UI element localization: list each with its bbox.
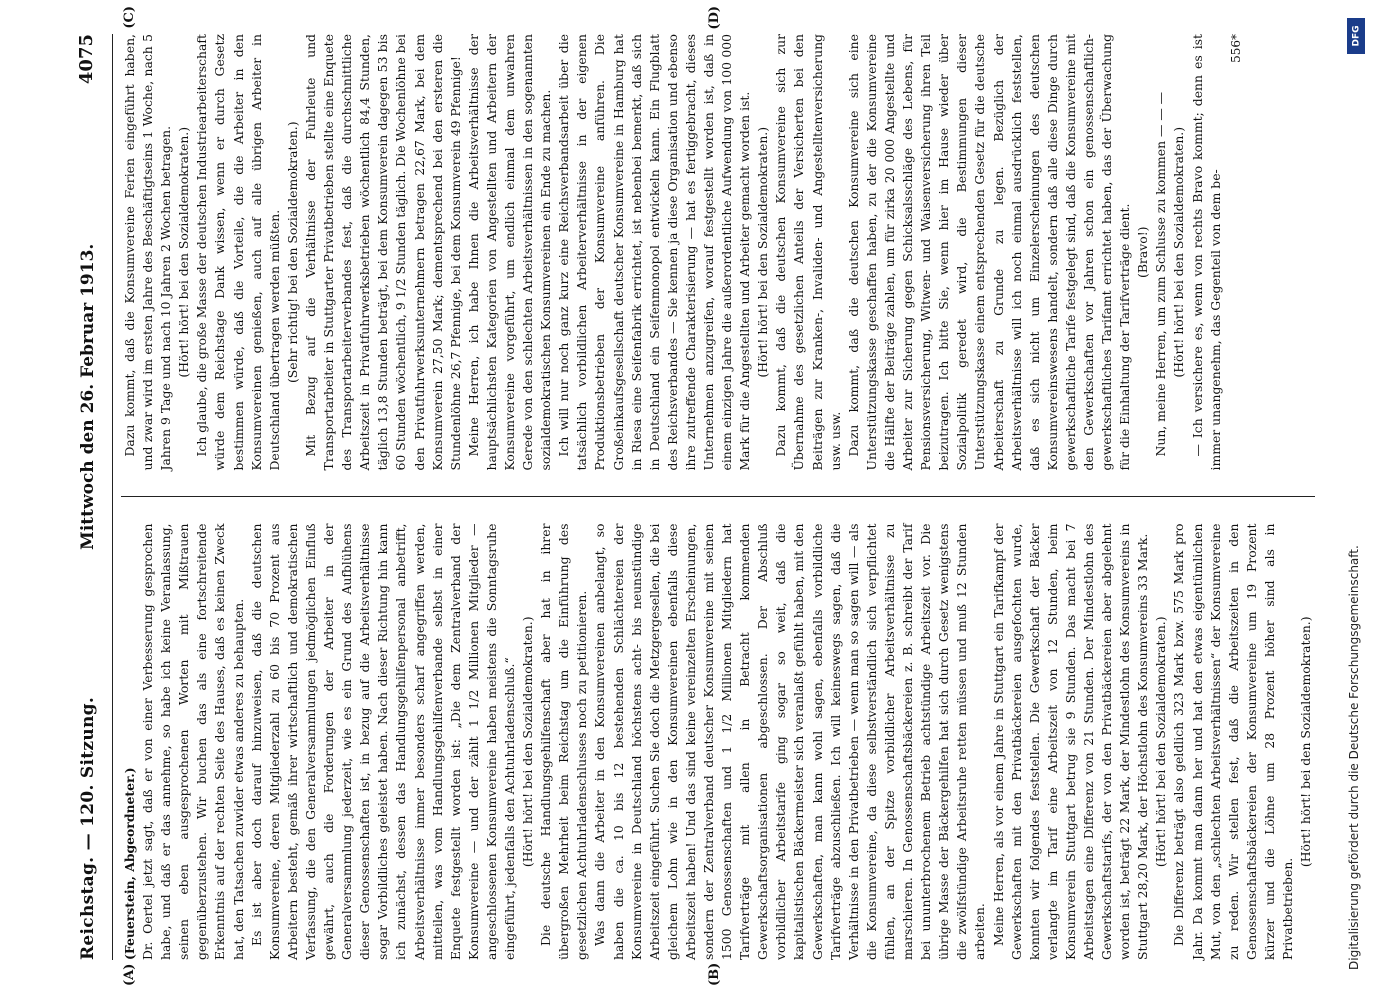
paragraph: Mit Bezug auf die Verhältnisse der Fuhrleute und Transportarbeiter in Stuttgarter Privatbetrieben stellte eine Enquete des Transportarbeiterverbandes fest, daß die durchschnittliche Arbeitszeit in Privatfuhrwerksbetrieben wöchentlich 84,4 Stunden, täglich 13,8 Stunden beträgt, bei dem Konsumverein dagegen 53 bis 60 Stunden wöchentlich, 9 1/2 Stunden täglich. Die Wochenlöhne bei den Privatfuhrwerksunternehmern betragen 22,67 Mark, bei dem Konsumverein 27,50 Mark; dementsprechend bei den ersteren die Stundenlöhne 26,7 Pfennige, bei dem Konsumverein 49 Pfennige! xyxy=(302,34,463,471)
page-header xyxy=(72,34,113,960)
dfg-logo xyxy=(1347,18,1365,54)
speaker-label: (Feuerstein, Abgeordneter.) xyxy=(122,767,137,960)
paragraph: Ich will nur noch ganz kurz eine Reichsverbandsarbeit über die tatsächlich vorbildlichen Arbeiterverhältnisse in der eigenen Produktionsbetrieben der Konsumvereine anführen. Die Großeinkaufsgesellschaft deutscher Konsumvereine in Hamburg hat in Riesa eine Seifenfabrik errichtet, ist nebenbei bemerkt, daß sich in Deutschland ein Seifenmonopol entwickeln kann. Ein Flugblatt des Reichsverbandes — Sie kennen ja diese Organisation und ebenso ihre zutreffende Charakterisierung — hat es fertiggebracht, dieses Unternehmen anzugreifen, worauf festgestellt worden ist, daß in einem einzigen Jahre die außerordentliche Aufwendung von 100 000 Mark für die Angestellten und Arbeiter gemacht worden ist. xyxy=(556,34,753,471)
header-left: Reichstag. — 120. Sitzung. xyxy=(78,696,98,960)
marker-b: (B) xyxy=(707,962,722,986)
paragraph: Nun, meine Herren, um zum Schlusse zu kommen — — — xyxy=(1153,91,1169,457)
paragraph: Meine Herren, ich habe Ihnen die Arbeitsverhältnisse der hauptsächlichsten Kategorien von Angestellten und Arbeitern der Konsumvereine vorgeführt, um endlich einmal dem unwahren Gerede von den schlechten Arbeitsverhältnissen in den sogenannten sozialdemokratischen Konsumvereinen ein Ende zu machen. xyxy=(465,34,554,471)
paragraph: Die deutsche Handlungsgehilfenschaft aber hat in ihrer übergroßen Mehrheit beim Reichstag um die Einführung des gesetzlichen Achtuhrladenschlusses noch zu petitionieren. xyxy=(538,523,590,960)
signature-mark: 556* xyxy=(1228,34,1243,63)
interjection: (Hört! hört! bei den Sozialdemokraten.) xyxy=(520,616,536,868)
interjection: (Hört! hört! bei den Sozialdemokraten.) xyxy=(755,126,771,378)
header-center: Mittwoch den 26. Februar 1913. xyxy=(78,243,98,550)
digitization-credit: Digitalisierung gefördert durch die Deutsche Forschungsgemeinschaft. xyxy=(1347,545,1361,970)
interjection: (Hört! hört! bei den Sozialdemokraten.) xyxy=(1153,616,1169,868)
interjection: (Hört! hört! bei den Sozialdemokraten.) xyxy=(1171,126,1187,378)
paragraph: Ich glaube, die große Masse der deutschen Industriearbeiterschaft würde dem Reichstage Dank wissen, wenn er durch Gesetz bestimmen würde, daß die Vorteile, die die Arbeiter in den Konsumvereinen genießen, auch auf alle übrigen Arbeiter in Deutschland übertragen werden müßten. xyxy=(194,34,282,471)
rotated-page xyxy=(50,0,1330,1000)
paragraph: Dr. Oertel jetzt sagt, daß er von einer Verbesserung gesprochen habe, und daß er das annehme, so habe ich keine Veranlassung, seinen eben ausgesprochenen Worten mit Mißtrauen gegenüberzustehen. Wir buchen das als eine fortschreitende Erkenntnis auf der rechten Seite des Hauses, daß es keinen Zweck hat, den Tatsachen zuwider etwas anderes zu behaupten. xyxy=(140,523,246,960)
paragraph: Dazu kommt, daß die deutschen Konsumvereine sich zur Übernahme des gesetzlichen Anteils der Versicherten bei den Beiträgen zur Kranken-, Invaliden- und Angestelltenversicherung usw. usw. xyxy=(773,34,843,471)
interjection: (Sehr richtig! bei den Sozialdemokraten.) xyxy=(284,121,300,384)
paragraph: — Ich versichere es, wenn von rechts Bravo kommt; denn es ist immer unangenehm, das Gegenteil von dem be- xyxy=(1189,34,1223,471)
digitization-sidebar xyxy=(1343,10,1371,990)
paragraph: Es ist aber doch darauf hinzuweisen, daß die deutschen Konsumvereine, deren Mitgliederzahl zu 60 bis 70 Prozent aus Arbeitern besteht, gemäß ihrer wirtschaftlich und demokratischen Verfassung, die den Generalversammlungen jedmöglichen Einfluß gewährt, auch die Forderungen der Arbeiter in der Generalversammlung jederzeit, wie es ein Grund des Aufblühens dieser Genossenschaften ist, in bezug auf die Arbeitsverhältnisse sogar Vorbildliches geleistet haben. Nach dieser Richtung hin kann ich zunächst, dessen das Handlungsgehilfenpersonal anbetrifft, Arbeitsverhältnisse immer besonders scharf angegriffen werden, mitteilen, was vom Handlungsgehilfenverbande selbst in einer Enquete festgestellt worden ist: „Die dem Zentralverband der Konsumvereine — und der zählt 1 1/2 Millionen Mitglieder — angeschlossenen Konsumvereine haben meistens die Sonntagsruhe eingeführt, jedenfalls den Achtuhrladenschluß.“ xyxy=(248,523,517,960)
marker-d: (D) xyxy=(707,6,722,30)
paragraph: Dazu kommt, daß die Konsumvereine Ferien eingeführt haben, und zwar wird im ersten Jahre des Beschäftigtseins 1 Woche, nach 5 Jahren 9 Tage und nach 10 Jahren 2 Wochen betragen. xyxy=(122,34,174,471)
paragraph: Die Differenz beträgt also geldlich 323 Mark bzw. 575 Mark pro Jahr. Da kommt man dann her und hat den etwas eigentümlichen Mut, von den „schlechten Arbeitsverhältnissen“ der Konsumvereine zu reden. Wir stellen fest, daß die Arbeitszeiten in den Genossenschaftsbäckereien der Konsumvereine um 19 Prozent kürzer und die Löhne um 28 Prozent höher sind als in Privatbetrieben. xyxy=(1171,523,1295,960)
dfg-logo-text: DFG xyxy=(1351,25,1362,47)
column-right xyxy=(121,6,1315,471)
page-number: 4075 xyxy=(76,34,97,85)
marker-c: (C) xyxy=(122,6,137,29)
paragraph: Dazu kommt, daß die deutschen Konsumvereine sich eine Unterstützungskasse geschaffen haben, zu der die Konsumvereine die Hälfte der Beiträge zahlen, um für zirka 20 000 Angestellte und Arbeiter zur Sicherung gegen Schicksalsschläge des Lebens, für Pensionsversicherung, Witwen- und Waisenversicherung ihren Teil beizutragen. Ich bitte Sie, wenn hier im Hause wieder über Sozialpolitik geredet wird, die Bestimmungen dieser Unterstützungskasse einem entsprechenden Gesetz für die deutsche Arbeiterschaft zu Grunde zu legen. Bezüglich der Arbeitsverhältnisse will ich noch einmal ausdrücklich feststellen, daß es sich nicht um Einzelerscheinungen des deutschen Konsumvereinswesens handelt, sondern daß alle diese Dinge durch gewerkschaftliche Tarife festgelegt sind, daß die Konsumvereine mit den Gewerkschaften vor Jahren schon ein genossenschaftlich-gewerkschaftliches Tarifamt errichtet haben, das der Überwachung für die Einhaltung der Tarifverträge dient. xyxy=(845,34,1133,471)
marker-a: (A) xyxy=(122,963,137,986)
interjection: (Bravo!) xyxy=(1135,226,1151,279)
column-divider xyxy=(121,497,1315,498)
column-left xyxy=(121,523,1315,986)
interjection: (Hört! hört! bei den Sozialdemokraten.) xyxy=(176,126,192,378)
columns xyxy=(121,6,1315,986)
paragraph: Was dann die Arbeiter in den Konsumvereinen anbelangt, so haben die ca. 10 bis 12 bestehenden Schlächtereien der Konsumvereine in Deutschland höchstens acht- bis neunstündige Arbeitszeit eingeführt. Suchen Sie doch die Metzgergesellen, die bei gleichem Lohn wie in den Konsumvereinen ebenfalls diese Arbeitszeit haben! Und das sind keine vereinzelten Erscheinungen, sondern der Zentralverband deutscher Konsumvereine mit seinen 1500 Genossenschaften und 1 1/2 Millionen Mitgliedern hat Tarifverträge mit allen in Betracht kommenden Gewerkschaftsorganisationen abgeschlossen. Der Abschluß vorbildlicher Arbeitstarife ging sogar so weit, daß die kapitalistischen Bäckermeister sich veranlaßt gefühlt haben, mit den Gewerkschaften, man kann wohl sagen, ebenfalls vorbildliche Tarifverträge abzuschließen. Ich will keineswegs sagen, daß die Verhältnisse in den Privatbetrieben — wenn man so sagen will — als die Konsumvereine, da diese selbstverständlich sich verpflichtet fühlen, an der Spitze vorbildlicher Arbeitsverhältnisse zu marschieren. In Genossenschaftsbäckereien z. B. schreibt der Tarif bei ununterbrochenem Betrieb achtstündige Arbeitszeit vor. Die übrige Masse der Bäckergehilfen hat sich durch Gesetz wenigstens die zwölfstündige Arbeitsruhe retten müssen und muß 12 Stunden arbeiten. xyxy=(592,523,988,960)
paragraph: Meine Herren, als vor einem Jahre in Stuttgart ein Tarifkampf der Gewerkschaften mit den Privatbäckereien ausgefochten wurde, konnten wir folgendes feststellen. Die Gewerkschaft der Bäcker verlangte im Tarif eine Arbeitszeit von 12 Stunden, beim Konsumverein Stuttgart betrug sie 9 Stunden. Das macht bei 7 Arbeitstagen eine Differenz von 21 Stunden. Der Mindestlohn des Gewerkschaftstarifs, der von den Privatbäckereien aber abgelehnt worden ist, beträgt 22 Mark, der Mindestlohn des Konsumvereins in Stuttgart 28,20 Mark, der Höchstlohn des Konsumvereins 33 Mark. xyxy=(990,523,1151,960)
interjection: (Hört! hört! bei den Sozialdemokraten.) xyxy=(1298,616,1314,868)
